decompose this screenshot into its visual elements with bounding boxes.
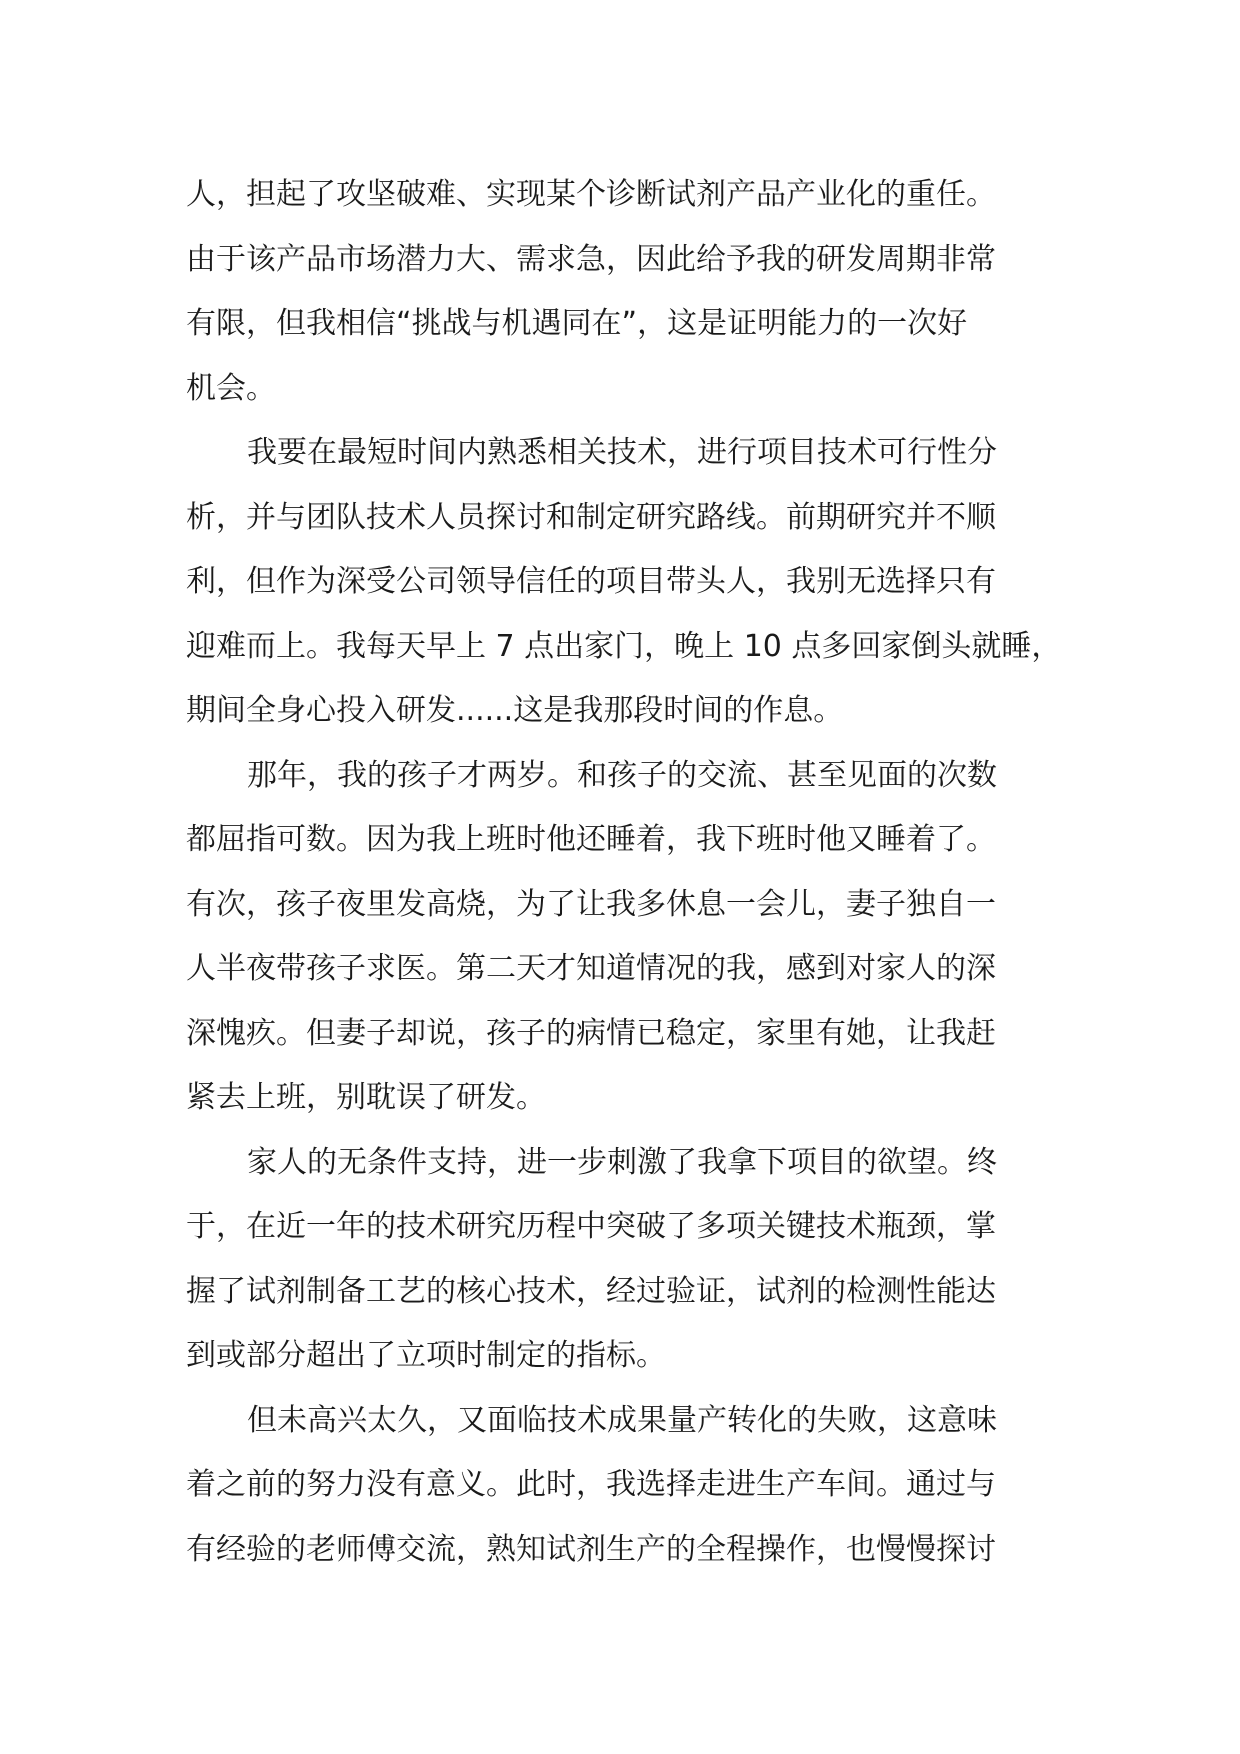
text-line: 析，并与团队技术人员探讨和制定研究路线。前期研究并不顺 xyxy=(186,499,996,535)
paragraph-first-line: 那年，我的孩子才两岁。和孩子的交流、甚至见面的次数 xyxy=(247,757,997,793)
text-line: 有经验的老师傅交流，熟知试剂生产的全程操作，也慢慢探讨 xyxy=(186,1531,996,1567)
body-text xyxy=(186,163,1066,1582)
paragraph-first-line: 我要在最短时间内熟悉相关技术，进行项目技术可行性分 xyxy=(247,435,997,470)
text-line: 机会。 xyxy=(186,370,276,406)
text-line: 人，担起了攻坚破难、实现某个诊断试剂产品产业化的重任。 xyxy=(186,177,996,212)
text-line: 利，但作为深受公司领导信任的项目带头人，我别无选择只有 xyxy=(186,564,996,599)
text-line: 人半夜带孩子求医。第二天才知道情况的我，感到对家人的深 xyxy=(186,951,996,986)
text-line: 期间全身心投入研发......这是我那段时间的作息。 xyxy=(186,693,844,728)
text-line: 有次，孩子夜里发高烧，为了让我多休息一会儿，妻子独自一 xyxy=(186,886,996,922)
text-line: 都屈指可数。因为我上班时他还睡着，我下班时他又睡着了。 xyxy=(186,822,996,857)
text-line: 深愧疚。但妻子却说，孩子的病情已稳定，家里有她，让我赶 xyxy=(186,1015,996,1051)
paragraph-first-line: 但未高兴太久，又面临技术成果量产转化的失败，这意味 xyxy=(247,1402,997,1438)
text-line: 到或部分超出了立项时制定的指标。 xyxy=(186,1338,666,1373)
text-line: 紧去上班，别耽误了研发。 xyxy=(186,1080,546,1115)
text-line: 于，在近一年的技术研究历程中突破了多项关键技术瓶颈，掌 xyxy=(186,1209,996,1244)
text-line: 有限，但我相信“挑战与机遇同在”，这是证明能力的一次好 xyxy=(186,306,968,341)
text-line: 握了试剂制备工艺的核心技术，经过验证，试剂的检测性能达 xyxy=(186,1273,996,1309)
paragraph-first-line: 家人的无条件支持，进一步刺激了我拿下项目的欲望。终 xyxy=(247,1144,997,1180)
text-line: 着之前的努力没有意义。此时，我选择走进生产车间。通过与 xyxy=(186,1467,996,1502)
text-line: 由于该产品市场潜力大、需求急，因此给予我的研发周期非常 xyxy=(186,241,996,277)
text-line: 迎难而上。我每天早上 7 点出家门，晚上 10 点多回家倒头就睡， xyxy=(186,628,1062,664)
